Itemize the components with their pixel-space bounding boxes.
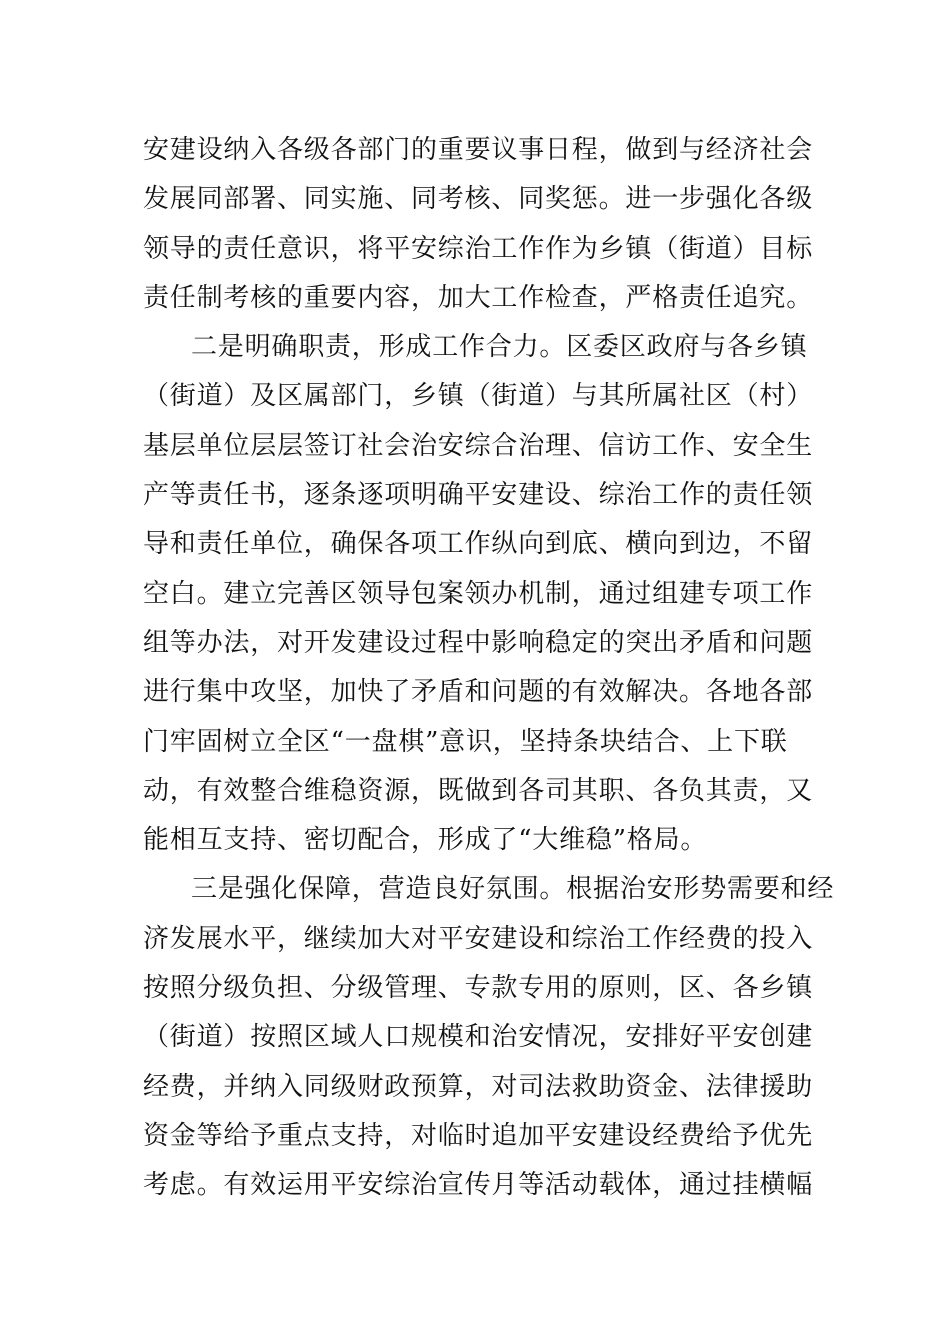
text-line: 能相互支持、密切配合，形成了“大维稳”格局。 [143,825,708,856]
document-body [143,126,835,1211]
text-line: 资金等给予重点支持，对临时追加平安建设经费给予优先 [143,1120,814,1151]
text-line: 产等责任书，逐条逐项明确平安建设、综治工作的责任领 [143,480,814,511]
text-line: 发展同部署、同实施、同考核、同奖惩。进一步强化各级 [143,184,814,215]
text-line: 责任制考核的重要内容，加大工作检查，严格责任追究。 [143,282,814,313]
text-line: 三是强化保障，营造良好氛围。根据治安形势需要和经 [191,874,835,905]
text-line: （街道）及区属部门，乡镇（街道）与其所属社区（村） [143,381,814,412]
text-line: 考虑。有效运用平安综治宣传月等活动载体，通过挂横幅 [143,1170,814,1201]
text-line: 空白。建立完善区领导包案领办机制，通过组建专项工作 [143,578,814,609]
paragraph-clarify-duties [143,323,813,865]
text-line: 安建设纳入各级各部门的重要议事日程，做到与经济社会 [143,135,814,165]
paragraph-continuation [143,126,813,323]
text-line: 济发展水平，继续加大对平安建设和综治工作经费的投入 [143,923,814,954]
text-line: 基层单位层层签订社会治安综合治理、信访工作、安全生 [143,430,814,461]
paragraph-strengthen-support [143,865,835,1210]
text-line: 组等办法，对开发建设过程中影响稳定的突出矛盾和问题 [143,627,814,658]
text-line: 门牢固树立全区“一盘棋”意识，坚持条块结合、上下联 [143,726,788,757]
text-line: 进行集中攻坚，加快了矛盾和问题的有效解决。各地各部 [143,677,814,708]
text-line: 动，有效整合维稳资源，既做到各司其职、各负其责，又 [143,775,814,806]
text-line: 经费，并纳入同级财政预算，对司法救助资金、法律援助 [143,1071,814,1102]
text-line: 导和责任单位，确保各项工作纵向到底、横向到边，不留 [143,529,814,560]
text-line: （街道）按照区域人口规模和治安情况，安排好平安创建 [143,1022,814,1053]
text-line: 按照分级负担、分级管理、专款专用的原则，区、各乡镇 [143,973,814,1004]
text-line: 二是明确职责，形成工作合力。区委区政府与各乡镇 [191,332,808,363]
text-line: 领导的责任意识，将平安综治工作作为乡镇（街道）目标 [143,233,814,264]
